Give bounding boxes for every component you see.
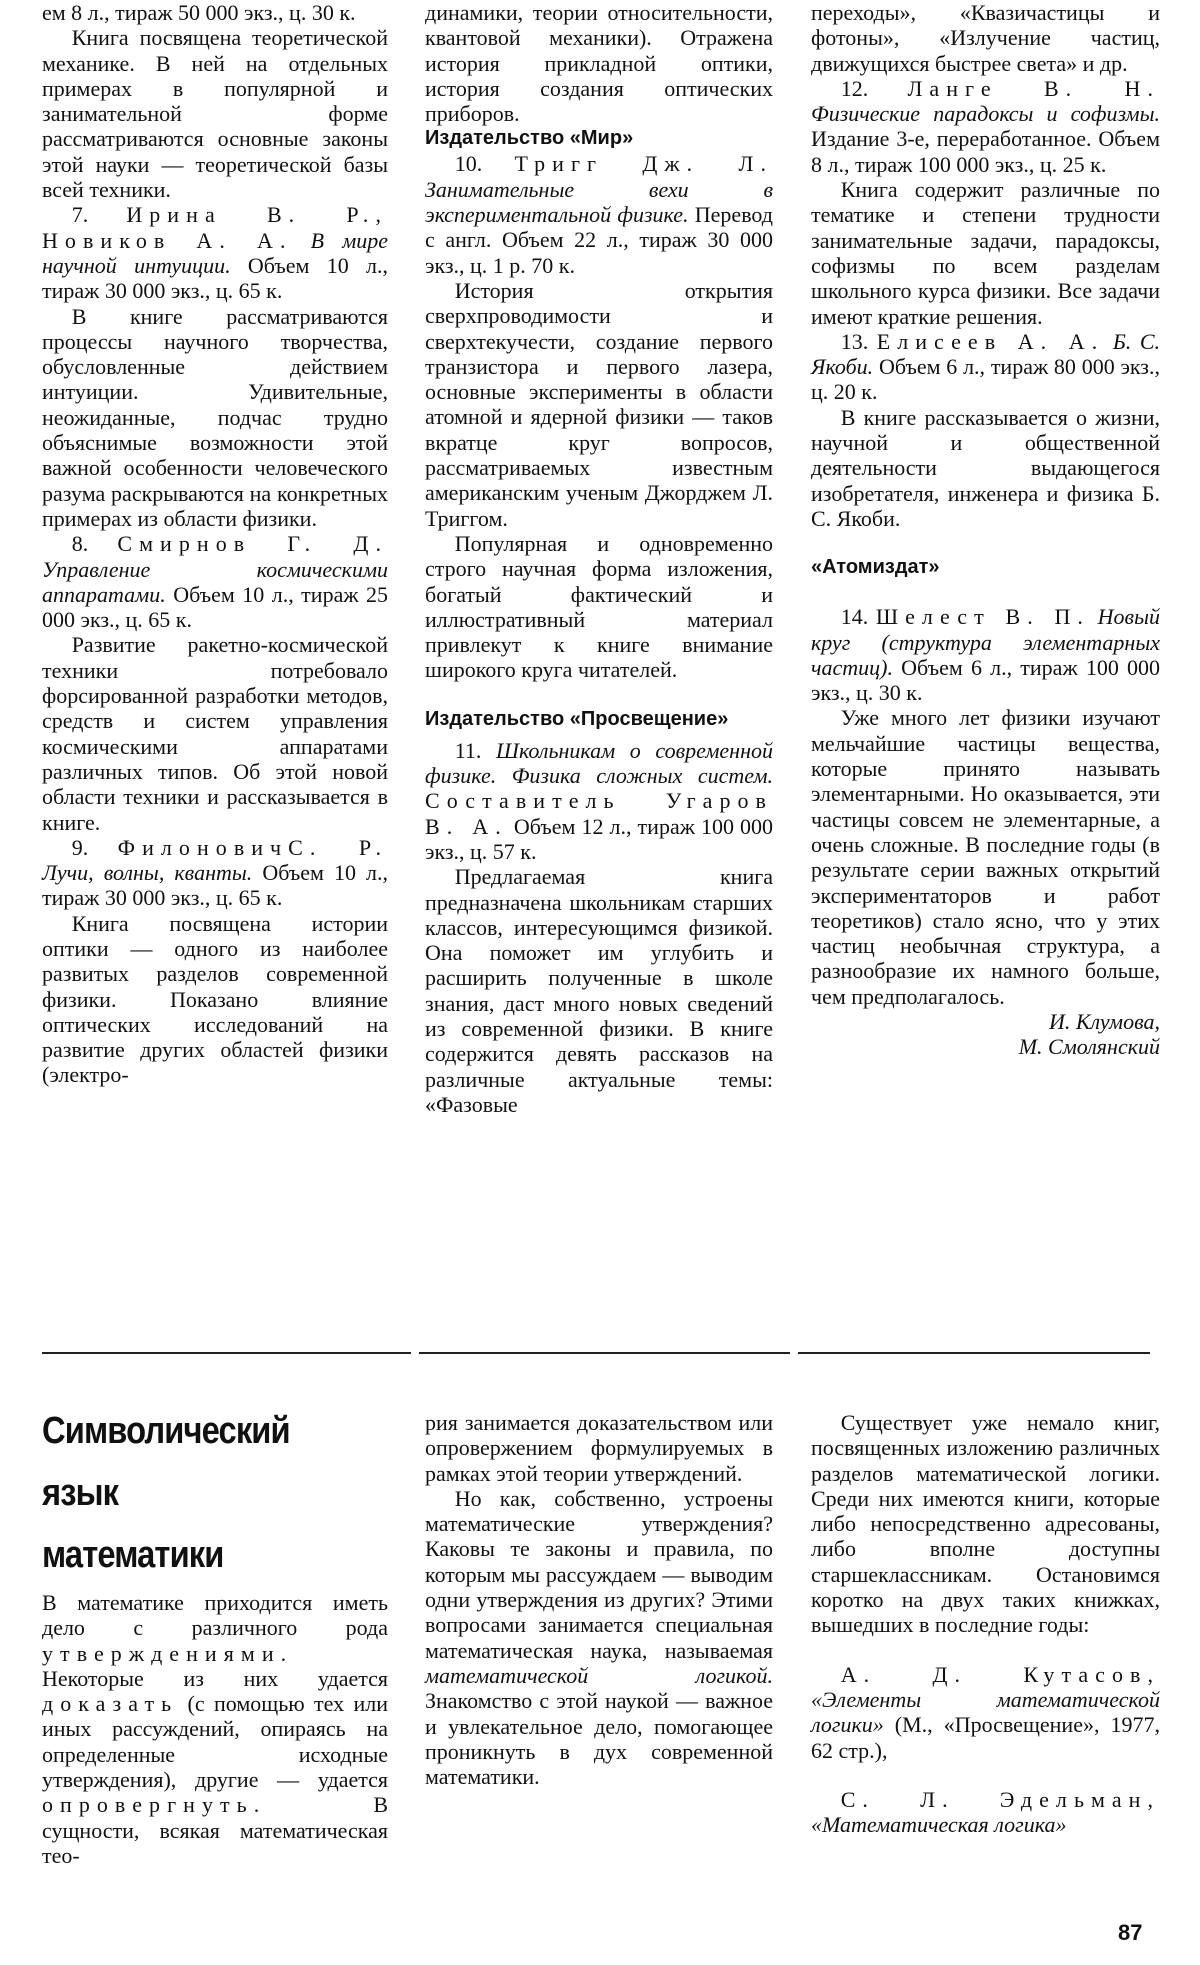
book-entry-14: 14. Шелест В. П. Новый круг (структура элементарных частиц). Объем 6 л., тираж 100 000 экз., ц. 30 к.	[811, 604, 1161, 706]
section-divider	[42, 1352, 1150, 1354]
paragraph: История открытия сверхпроводимости и сверхтекучести, создание первого транзистора и первого лазера, основные эксперименты в области атомной и ядерной физики — таков вкратце круг вопросов, рассматриваемых известным американским ученым Джорджем Л. Триггом.	[425, 277, 773, 531]
bibliography-item-2: С. Л. Эдельман, «Математическая логика»	[811, 1786, 1160, 1838]
paragraph: Книга посвящена теоретической механике. В ней на отдельных примерах в популярной и занимательной форме рассматриваются основные законы этой науки — теоретической базы всей техники.	[42, 25, 388, 203]
book-entry-13: 13. Елисеев А. А. Б. С. Якоби. Объем 6 л., тираж 80 000 экз., ц. 20 к.	[811, 328, 1161, 405]
paragraph: Но как, собственно, устроены математические утверждения? Каковы те законы и правила, по которым мы рассуждаем — выводим одни утверждения из других? Этими вопросами занимается специальная математическая наука, называемая математической логикой. Знакомство с этой наукой — важное и увлекательное дело, помогающее проникнуть в дух современной математики.	[425, 1485, 773, 1790]
column-3	[811, 0, 1160, 1060]
signature-1: И. Клумова,	[1049, 1008, 1160, 1034]
column-2	[425, 0, 773, 1117]
paragraph: Существует уже немало книг, посвященных изложению различных разделов математической логики. Среди них имеются книги, которые либо непосредственно адресованы, либо вполне доступны старшеклассникам. Остановимся коротко на двух таких книжках, вышедших в последние годы:	[811, 1410, 1160, 1638]
article-column-1	[42, 1590, 388, 1868]
paragraph: Книга посвящена истории оптики — одного из наиболее развитых разделов современной физики. Показано влияние оптических исследований на развитие других областей физики (электро-	[42, 910, 388, 1088]
book-entry-10: 10. Тригг Дж. Л. Занимательные вехи в экспериментальной физике. Перевод с англ. Объем 22 л., тираж 30 000 экз., ц. 1 р. 70 к.	[425, 151, 774, 278]
book-entry-8: 8. Смирнов Г. Д. Управление космическими аппаратами. Объем 10 л., тираж 25 000 экз., ц. 65 к.	[42, 531, 389, 633]
signature-2: М. Смолянский	[1018, 1034, 1160, 1060]
column-1	[42, 0, 388, 1088]
book-entry-11: 11. Школьникам о современной физике. Физика сложных систем. Составитель Угаров В. А. Объем 12 л., тираж 100 000 экз., ц. 57 к.	[425, 737, 773, 864]
book-entry-7: 7. Ирина В. Р., Новиков А. А. В мире научной интуиции. Объем 10 л., тираж 30 000 экз., ц. 65 к.	[42, 202, 388, 304]
article-column-3	[811, 1410, 1160, 1837]
page-number: 87	[1118, 1920, 1143, 1945]
paragraph: В математике приходится иметь дело с различного рода утверждениями. Некоторые из них удается доказать (с помощью тех или иных рассуждений, опираясь на определенные исходные утверждения), другие — удается опровергнуть. В сущности, всякая математическая тео-	[42, 1590, 388, 1868]
paragraph: Предлагаемая книга предназначена школьникам старших классов, интересующимся физикой. Она поможет им углубить и расширить полученные в школе знания, даст много новых сведений из современной физики. В книге содержится девять рассказов на различные актуальные темы: «Фазовые	[425, 864, 773, 1117]
paragraph: Уже много лет физики изучают мельчайшие частицы вещества, которые принято называть элементарными. Но оказывается, эти частицы совсем не элементарные, а очень сложные. В последние годы (в результате серии важных открытий экспериментаторов и работ теоретиков) стало ясно, что у этих частиц необычная структура, а разнообразие их намного больше, чем предполагалось.	[811, 705, 1160, 1009]
paragraph: ем 8 л., тираж 50 000 экз., ц. 30 к.	[42, 0, 356, 25]
publisher-heading-mir: Издательство «Мир»	[425, 127, 634, 150]
paragraph: Книга содержит различные по тематике и степени трудности занимательные задачи, парадоксы, софизмы по всем разделам школьного курса физики. Все задачи имеют краткие решения.	[811, 177, 1160, 329]
paragraph: Развитие ракетно-космической техники потребовало форсированной разработки методов, средств и систем управления космическими аппаратами различных типов. Об этой новой области техники и рассказывается в книге.	[42, 632, 388, 835]
paragraph: В книге рассказывается о жизни, научной и общественной деятельности выдающегося изобретателя, инженера и физика Б. С. Якоби.	[811, 404, 1160, 531]
paragraph: динамики, теории относительности, квантовой механики). Отражена история прикладной оптики, история создания оптических приборов.	[425, 0, 773, 127]
paragraph: рия занимается доказательством или опровержением формулируемых в рамках этой теории утверждений.	[425, 1410, 773, 1486]
article-title: Символический язык математики	[42, 1410, 290, 1576]
book-entry-9: 9. ФилоновичС. Р. Лучи, волны, кванты. Объем 10 л., тираж 30 000 экз., ц. 65 к.	[42, 834, 389, 911]
paragraph: переходы», «Квазичастицы и фотоны», «Излучение частиц, движущихся быстрее света» и др.	[811, 0, 1160, 76]
publisher-heading-atomizdat: «Атомиздат»	[811, 556, 940, 579]
book-entry-12: 12. Ланге В. Н. Физические парадоксы и софизмы. Издание 3-е, переработанное. Объем 8 л., тираж 100 000 экз., ц. 25 к.	[811, 75, 1160, 177]
bibliography-item-1: А. Д. Кутасов, «Элементы математической логики» (М., «Просвещение», 1977, 62 стр.),	[811, 1661, 1160, 1763]
paragraph: Популярная и одновременно строго научная форма изложения, богатый фактический и иллюстративный материал привлекут к книге внимание широкого круга читателей.	[425, 530, 773, 683]
article-column-2	[425, 1410, 773, 1789]
paragraph: В книге рассматриваются процессы научного творчества, обусловленные действием интуиции. Удивительные, неожиданные, подчас трудно объяснимые возможности этой важной особенности человеческого разума раскрываются на конкретных примерах из области физики.	[42, 303, 388, 531]
publisher-heading-prosveshchenie: Издательство «Просвещение»	[425, 707, 729, 730]
